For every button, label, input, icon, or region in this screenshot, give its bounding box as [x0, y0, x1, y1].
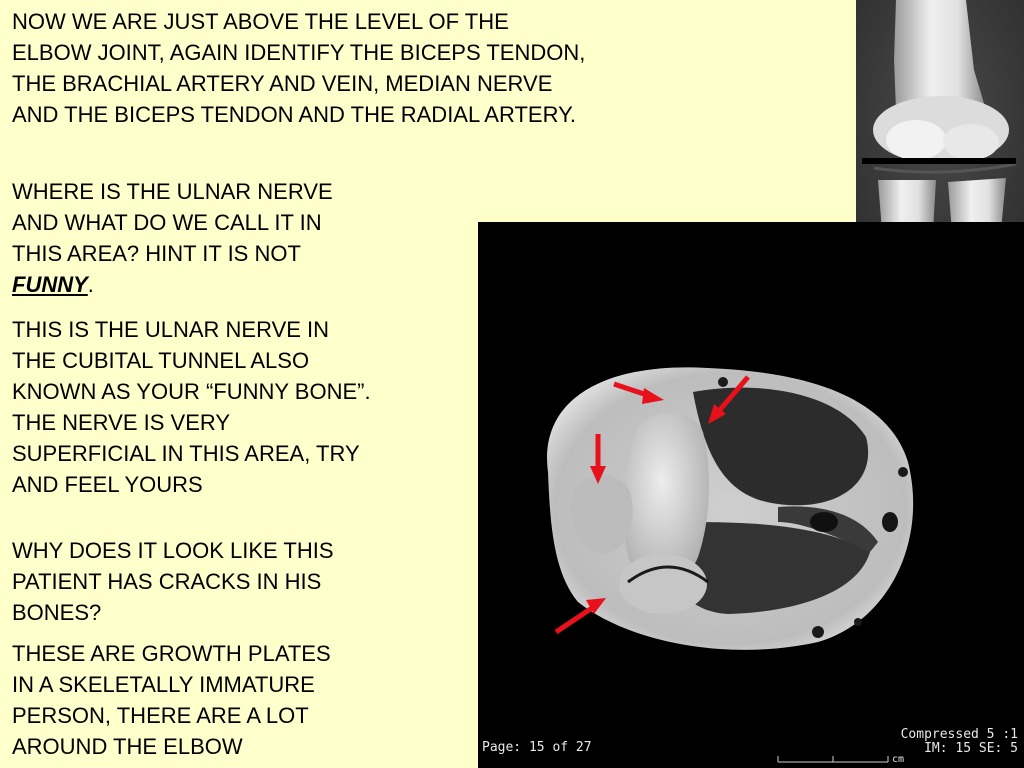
- ulnar-nerve-answer: THIS IS THE ULNAR NERVE IN THE CUBITAL TUNNEL ALSO KNOWN AS YOUR “FUNNY BONE”. THE NERVE IS VERY SUPERFICIAL IN THIS AREA, TRY AND FEEL YOURS: [12, 317, 371, 497]
- cracks-question: WHY DOES IT LOOK LIKE THIS PATIENT HAS CRACKS IN HIS BONES?: [12, 538, 334, 625]
- mri-series-label: IM: 15 SE: 5: [924, 741, 1018, 756]
- ulnar-question-text: WHERE IS THE ULNAR NERVE AND WHAT DO WE CALL IT IN THIS AREA? HINT IT IS NOT: [12, 179, 333, 266]
- intro-paragraph: NOW WE ARE JUST ABOVE THE LEVEL OF THE ELBOW JOINT, AGAIN IDENTIFY THE BICEPS TENDON, THE BRACHIAL ARTERY AND VEIN, MEDIAN NERVE AND THE BICEPS TENDON AND THE RADIAL ARTERY.: [12, 9, 586, 127]
- growth-plates-answer: THESE ARE GROWTH PLATES IN A SKELETALLY IMMATURE PERSON, THERE ARE A LOT AROUND THE ELBOW: [12, 641, 331, 759]
- ulnar-question-end: .: [87, 272, 94, 297]
- elbow-mri-image: [478, 222, 1024, 768]
- mri-graphic: [478, 222, 1024, 768]
- mri-compression-label: Compressed 5 :1: [900, 727, 1018, 742]
- slice-level-line: [862, 158, 1016, 164]
- ulnar-nerve-question: [12, 176, 432, 300]
- funny-emphasis: FUNNY: [12, 272, 88, 297]
- mri-page-label: Page: 15 of 27: [482, 740, 592, 755]
- mri-unit-label: cm: [892, 754, 905, 765]
